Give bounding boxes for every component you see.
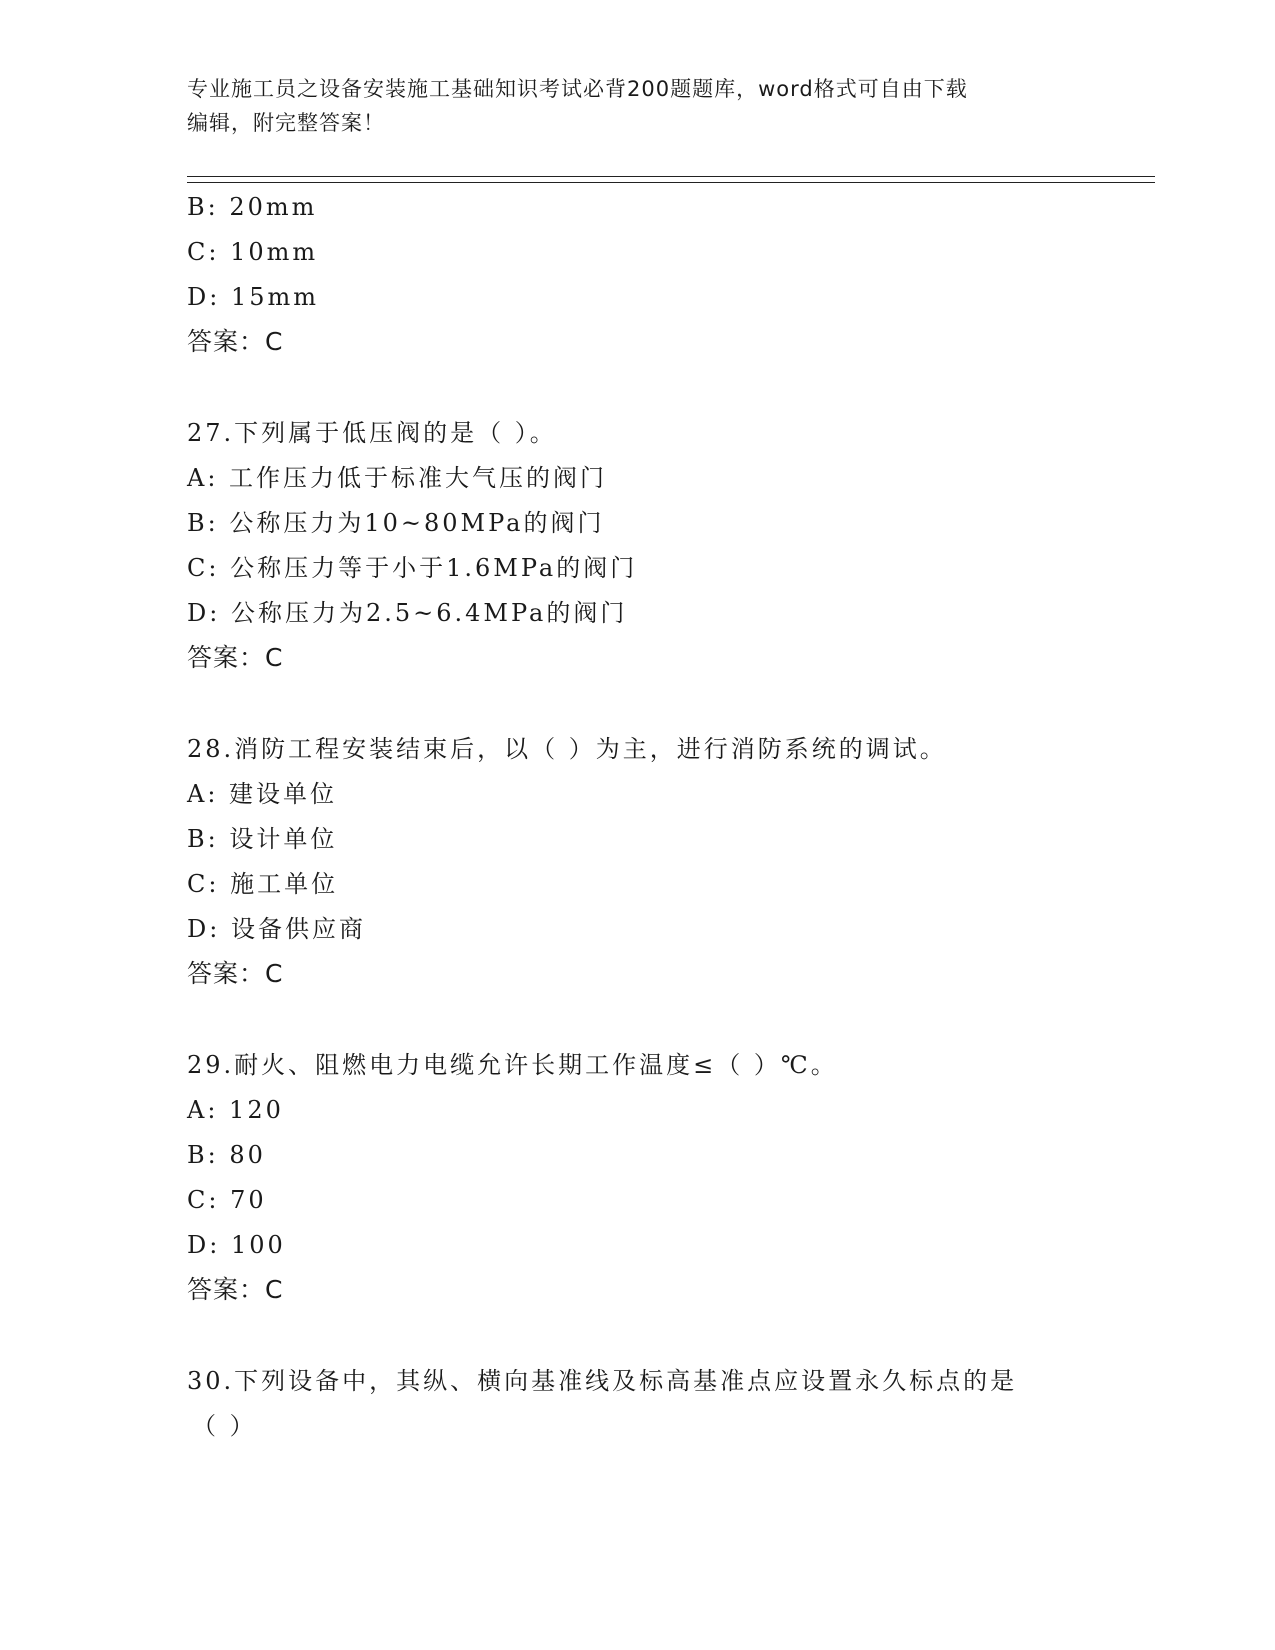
q28-answer: 答案：C xyxy=(187,959,284,988)
q26-option-d: D: 15mm xyxy=(187,283,320,311)
q26-option-b: B: 20mm xyxy=(187,193,318,221)
q28-option-c: C: 施工单位 xyxy=(187,870,339,898)
q30-title: 30.下列设备中，其纵、横向基准线及标高基准点应设置永久标点的是 xyxy=(187,1367,1018,1395)
q29-option-d: D: 100 xyxy=(187,1231,286,1259)
q28-title: 28.消防工程安装结束后，以（ ）为主，进行消防系统的调试。 xyxy=(187,735,947,763)
q26-answer: 答案：C xyxy=(187,327,284,356)
q27-option-c: C: 公称压力等于小于1.6MPa的阀门 xyxy=(187,554,638,582)
q29-answer: 答案：C xyxy=(187,1275,284,1304)
q29-option-a: A: 120 xyxy=(187,1096,284,1124)
q27-option-a: A: 工作压力低于标准大气压的阀门 xyxy=(187,464,608,492)
q29-option-c: C: 70 xyxy=(187,1186,267,1214)
header-line-1: 专业施工员之设备安装施工基础知识考试必背200题题库，word格式可自由下载 xyxy=(187,77,968,101)
q28-option-b: B: 设计单位 xyxy=(187,825,338,853)
q27-option-b: B: 公称压力为10~80MPa的阀门 xyxy=(187,509,605,537)
q28-option-a: A: 建设单位 xyxy=(187,780,338,808)
q27-title: 27.下列属于低压阀的是（ ）。 xyxy=(187,419,557,447)
header-line-2: 编辑，附完整答案！ xyxy=(187,111,385,135)
q29-title: 29.耐火、阻燃电力电缆允许长期工作温度≤（ ）℃。 xyxy=(187,1051,838,1079)
q27-option-d: D: 公称压力为2.5~6.4MPa的阀门 xyxy=(187,599,628,627)
header-rule-bottom xyxy=(187,182,1155,183)
document-header xyxy=(187,72,1067,140)
q28-option-d: D: 设备供应商 xyxy=(187,915,366,943)
q29-option-b: B: 80 xyxy=(187,1141,266,1169)
q30-title-continued: （ ） xyxy=(192,1412,257,1440)
header-rule-top xyxy=(187,176,1155,177)
q27-answer: 答案：C xyxy=(187,643,284,672)
q26-option-c: C: 10mm xyxy=(187,238,319,266)
